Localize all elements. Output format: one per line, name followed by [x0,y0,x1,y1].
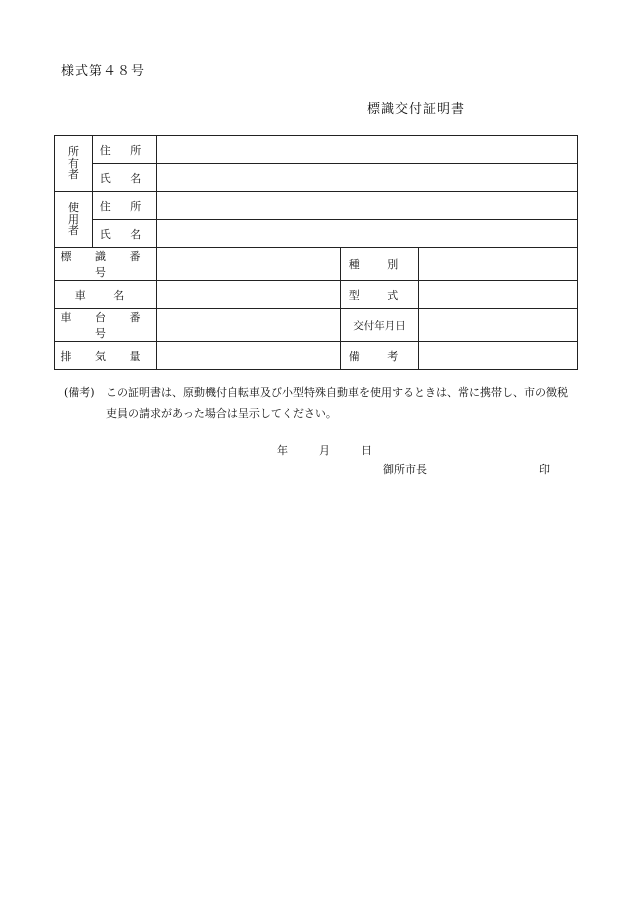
vehicle-name-field [157,281,341,309]
user-address-label: 住 所 [93,192,157,220]
model-field [419,281,578,309]
remarks-label: 備 考 [341,342,419,370]
type-field [419,248,578,281]
user-name-label: 氏 名 [93,220,157,248]
type-label: 種 別 [341,248,419,281]
vehicle-name-label: 車 名 [55,281,157,309]
owner-address-field [157,136,578,164]
model-label: 型 式 [341,281,419,309]
owner-name-label: 氏 名 [93,164,157,192]
issue-date-label: 交付年月日 [341,309,419,342]
owner-name-field [157,164,578,192]
chassis-number-field [157,309,341,342]
certificate-table [54,135,578,370]
form-number: 様式第４８号 [61,64,146,79]
owner-label: 所 有 者 [55,136,93,192]
mayor-title: 御所市長 [383,463,427,476]
date-year: 年 [277,444,288,457]
displacement-field [157,342,341,370]
owner-address-label: 住 所 [93,136,157,164]
plate-number-label: 標 識 番 号 [55,248,157,281]
date-day: 日 [361,444,372,457]
note-line-2: 吏員の請求があった場合は呈示してください。 [106,407,337,420]
chassis-number-label: 車 台 番 号 [55,309,157,342]
document-title: 標識交付証明書 [367,102,466,117]
issue-date-line [277,442,372,458]
seal-mark: 印 [539,463,550,476]
issue-date-field [419,309,578,342]
user-name-field [157,220,578,248]
date-month: 月 [319,444,330,457]
note-heading: (備考) [64,386,95,399]
remarks-field [419,342,578,370]
user-address-field [157,192,578,220]
plate-number-field [157,248,341,281]
note-line-1: この証明書は、原動機付自転車及び小型特殊自動車を使用するときは、常に携帯し、市の徴税 [106,386,568,399]
user-label: 使 用 者 [55,192,93,248]
displacement-label: 排 気 量 [55,342,157,370]
